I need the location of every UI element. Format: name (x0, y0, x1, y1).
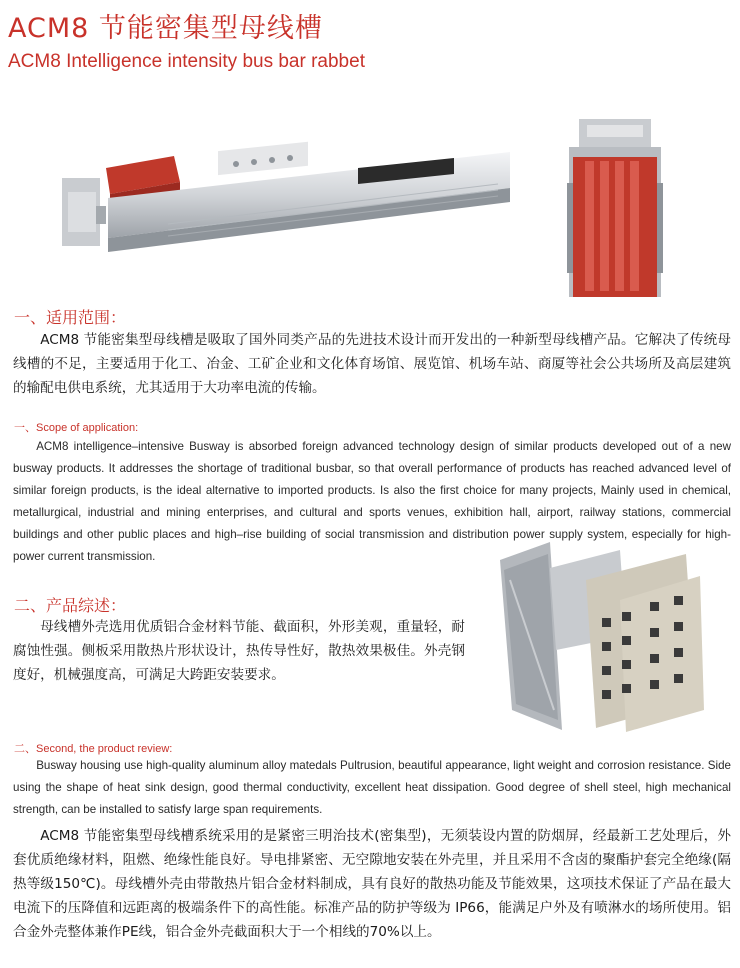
section-heading-scope-en: 一、Scope of application: (14, 422, 139, 434)
scope-paragraph-cn: ACM8 节能密集型母线槽是吸取了国外同类产品的先进技术设计而开发出的一种新型母线槽产品。它解决了传统母线槽的不足，主要适用于化工、冶金、工矿企业和文化体育场馆、展览馆、机场车站、商厦等社会公共场所及高层建筑的输配电供电系统，尤其适用于大功率电流的传输。 (13, 332, 731, 396)
page-title-cn: ACM8 节能密集型母线槽 (8, 13, 323, 44)
technology-paragraph-cn: ACM8 节能密集型母线槽系统采用的是紧密三明治技术(密集型)，无须装设内置的防烟屏，经最新工艺处理后，外套优质绝缘材料，阻燃、绝缘性能良好。导电排紧密、无空隙地安装在外壳里，并且采用不含卤的聚酯护套完全绝缘(隔热等级150℃)。母线槽外壳由带散热片铝合金材料制成，具有良好的散热功能及节能效果，这项技术保证了产品在最大电流下的压降值和远距离的极端条件下的高性能。标准产品的防护等级为 IP66，能满足户外及有喷淋水的场所使用。铝合金外壳整体兼作PE线，铝合金外壳截面积大于一个相线的70%以上。 (13, 828, 731, 940)
section-heading-scope-cn: 一、适用范围： (14, 308, 127, 327)
section-heading-review-en: 二、Second, the product review: (14, 743, 173, 755)
scope-paragraph-en: ACM8 intelligence–intensive Busway is absorbed foreign advanced technology design of similar products developed out of a new busway products. It addresses the shortage of traditional busbar, so that overall performance of products has reached advanced level of similar foreign products, is the ideal alternative to imported products. Is also the first choice for many projects, Mainly used in chemical, metallurgical, industrial and mining enterprises, and cultural and sports venues, exhibition hall, airport, railway stations, commercial buildings and other public places and high–rise building of social transmission and distribution power supply system, especially for high-power current transmission. (13, 440, 731, 563)
section-heading-review-cn: 二、产品综述： (14, 596, 127, 615)
busway-length-image (58, 138, 518, 256)
review-paragraph-cn: 母线槽外壳选用优质铝合金材料节能、截面积，外形美观，重量轻，耐腐蚀性强。侧板采用散热片形状设计，热传导性好，散热效果极佳。外壳钢度好，机械强度高，可满足大跨距安装要求。 (13, 619, 465, 683)
busway-section-image (565, 117, 665, 300)
page-title-en: ACM8 Intelligence intensity bus bar rabbet (8, 51, 365, 72)
busway-joint-image (490, 540, 706, 736)
review-paragraph-en: Busway housing use high-quality aluminum alloy matedals Pultrusion, beautiful appearance, light weight and corrosion resistance. Side using the shape of heat sink design, good thermal conductivity, excellent heat dissipation. Good degree of shell steel, high mechanical strength, can be installed to satisfy large span requirements. (13, 759, 731, 816)
